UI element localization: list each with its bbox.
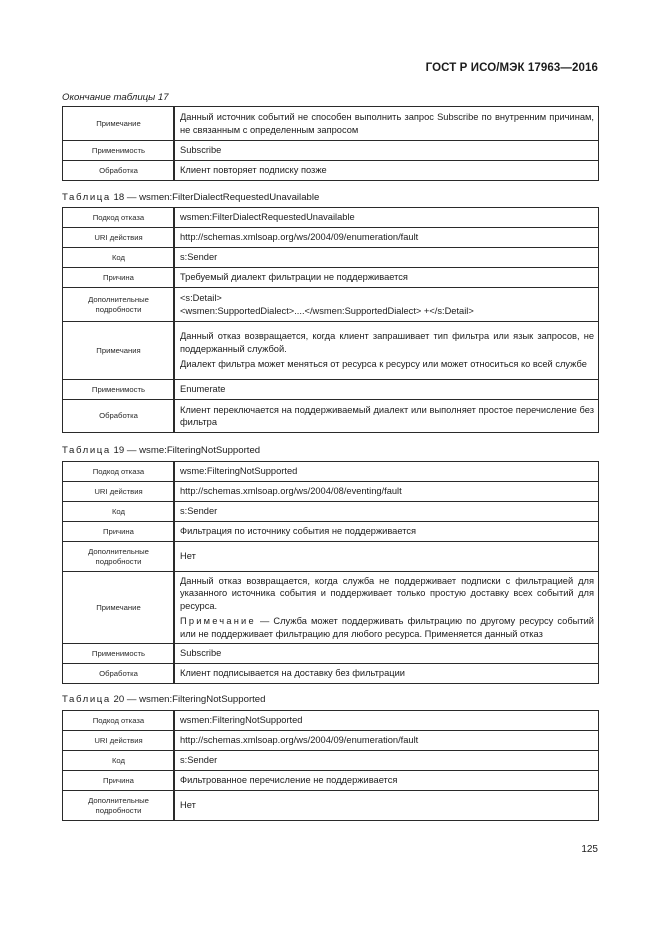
table-row — [63, 502, 599, 522]
row-label: Дополнительные подробности — [63, 288, 175, 322]
table-row — [63, 644, 599, 664]
table-18-caption — [62, 192, 319, 203]
row-label: Обработка — [63, 664, 175, 684]
row-label: URI действия — [63, 731, 175, 751]
table-20-caption — [62, 694, 265, 705]
row-value — [174, 288, 599, 322]
row-value — [174, 322, 599, 380]
row-value: Subscribe — [174, 141, 599, 161]
row-value: wsmen:FilterDialectRequestedUnavailable — [174, 208, 599, 228]
row-label: Дополнительные подробности — [63, 542, 175, 572]
row-label: Обработка — [63, 400, 175, 433]
row-label: Примечание — [63, 107, 175, 141]
table-row — [63, 268, 599, 288]
table-row — [63, 228, 599, 248]
note-label: Примечание — [180, 616, 256, 627]
document-header: ГОСТ Р ИСО/МЭК 17963—2016 — [425, 62, 598, 74]
table-row — [63, 482, 599, 502]
note-text: — Служба может поддерживать фильтрацию по другому ресурсу событий или не поддерживает фильтрацию для любого ресурса. Применяется данный отказ — [180, 616, 594, 639]
table-row — [63, 400, 599, 433]
table-19-caption — [62, 445, 260, 456]
row-value: http://schemas.xmlsoap.org/ws/2004/09/enumeration/fault — [174, 731, 599, 751]
row-value: s:Sender — [174, 502, 599, 522]
row-label: Причина — [63, 522, 175, 542]
table-row — [63, 141, 599, 161]
row-value: Клиент повторяет подписку позже — [174, 161, 599, 181]
detail-line: <wsmen:SupportedDialect>....</wsmen:SupportedDialect> +</s:Detail> — [180, 305, 474, 316]
table-row — [63, 771, 599, 791]
table-17-caption: Окончание таблицы 17 — [62, 92, 169, 103]
row-label: Подкод отказа — [63, 711, 175, 731]
row-label: Код — [63, 751, 175, 771]
row-value: http://schemas.xmlsoap.org/ws/2004/08/eventing/fault — [174, 482, 599, 502]
caption-title: 18 — wsmen:FilterDialectRequestedUnavailable — [113, 192, 320, 203]
row-label: Дополнительные подробности — [63, 791, 175, 821]
row-label: Подкод отказа — [63, 462, 175, 482]
table-row — [63, 288, 599, 322]
caption-title: 19 — wsme:FilteringNotSupported — [113, 445, 261, 456]
row-value: http://schemas.xmlsoap.org/ws/2004/09/enumeration/fault — [174, 228, 599, 248]
table-19 — [62, 461, 599, 684]
row-value: wsme:FilteringNotSupported — [174, 462, 599, 482]
table-row — [63, 664, 599, 684]
row-label: Подкод отказа — [63, 208, 175, 228]
note-paragraph — [180, 615, 594, 640]
row-value: Требуемый диалект фильтрации не поддерживается — [174, 268, 599, 288]
table-row — [63, 462, 599, 482]
table-row — [63, 208, 599, 228]
row-value: wsmen:FilteringNotSupported — [174, 711, 599, 731]
row-label: URI действия — [63, 482, 175, 502]
table-row — [63, 572, 599, 644]
row-value: s:Sender — [174, 751, 599, 771]
row-label: URI действия — [63, 228, 175, 248]
row-label: Код — [63, 248, 175, 268]
table-row — [63, 522, 599, 542]
row-label: Применимость — [63, 380, 175, 400]
row-value: Subscribe — [174, 644, 599, 664]
row-value: s:Sender — [174, 248, 599, 268]
row-label: Примечание — [63, 572, 175, 644]
caption-prefix: Таблица — [62, 694, 111, 705]
row-value: Нет — [174, 791, 599, 821]
table-row — [63, 161, 599, 181]
row-value: Нет — [174, 542, 599, 572]
table-row — [63, 711, 599, 731]
row-value: Фильтрация по источнику события не поддерживается — [174, 522, 599, 542]
row-label: Примечания — [63, 322, 175, 380]
detail-line: <s:Detail> — [180, 293, 222, 303]
caption-prefix: Таблица — [62, 445, 111, 456]
table-row — [63, 107, 599, 141]
row-label: Причина — [63, 268, 175, 288]
note-paragraph: Данный отказ возвращается, когда клиент запрашивает тип фильтра или язык запросов, не поддержанный службой. — [180, 331, 594, 354]
row-value: Клиент переключается на поддерживаемый диалект или выполняет простое перечисление без фильтра — [174, 400, 599, 433]
row-value: Клиент подписывается на доставку без фильтрации — [174, 664, 599, 684]
table-17 — [62, 106, 599, 181]
table-18 — [62, 207, 599, 433]
table-20 — [62, 710, 599, 821]
row-label: Применимость — [63, 644, 175, 664]
table-row — [63, 791, 599, 821]
table-row — [63, 380, 599, 400]
row-label: Применимость — [63, 141, 175, 161]
row-value — [174, 572, 599, 644]
table-row — [63, 751, 599, 771]
row-label: Причина — [63, 771, 175, 791]
table-row — [63, 322, 599, 380]
note-paragraph: Диалект фильтра может меняться от ресурса к ресурсу или может относиться ко всей службе — [180, 359, 587, 370]
note-paragraph: Данный отказ возвращается, когда служба не поддерживает подписки с фильтрацией для указанного источника события и поддерживает только простую доставку всех событий для ресурса. — [180, 575, 594, 611]
table-row — [63, 248, 599, 268]
table-row — [63, 731, 599, 751]
row-value: Enumerate — [174, 380, 599, 400]
row-label: Код — [63, 502, 175, 522]
page-number: 125 — [581, 844, 598, 855]
caption-title: 20 — wsmen:FilteringNotSupported — [113, 694, 266, 705]
row-value: Данный источник событий не способен выполнить запрос Subscribe по внутренним причинам, не связанным с определенным запросом — [174, 107, 599, 141]
caption-prefix: Таблица — [62, 192, 111, 203]
table-row — [63, 542, 599, 572]
row-label: Обработка — [63, 161, 175, 181]
row-value: Фильтрованное перечисление не поддерживается — [174, 771, 599, 791]
